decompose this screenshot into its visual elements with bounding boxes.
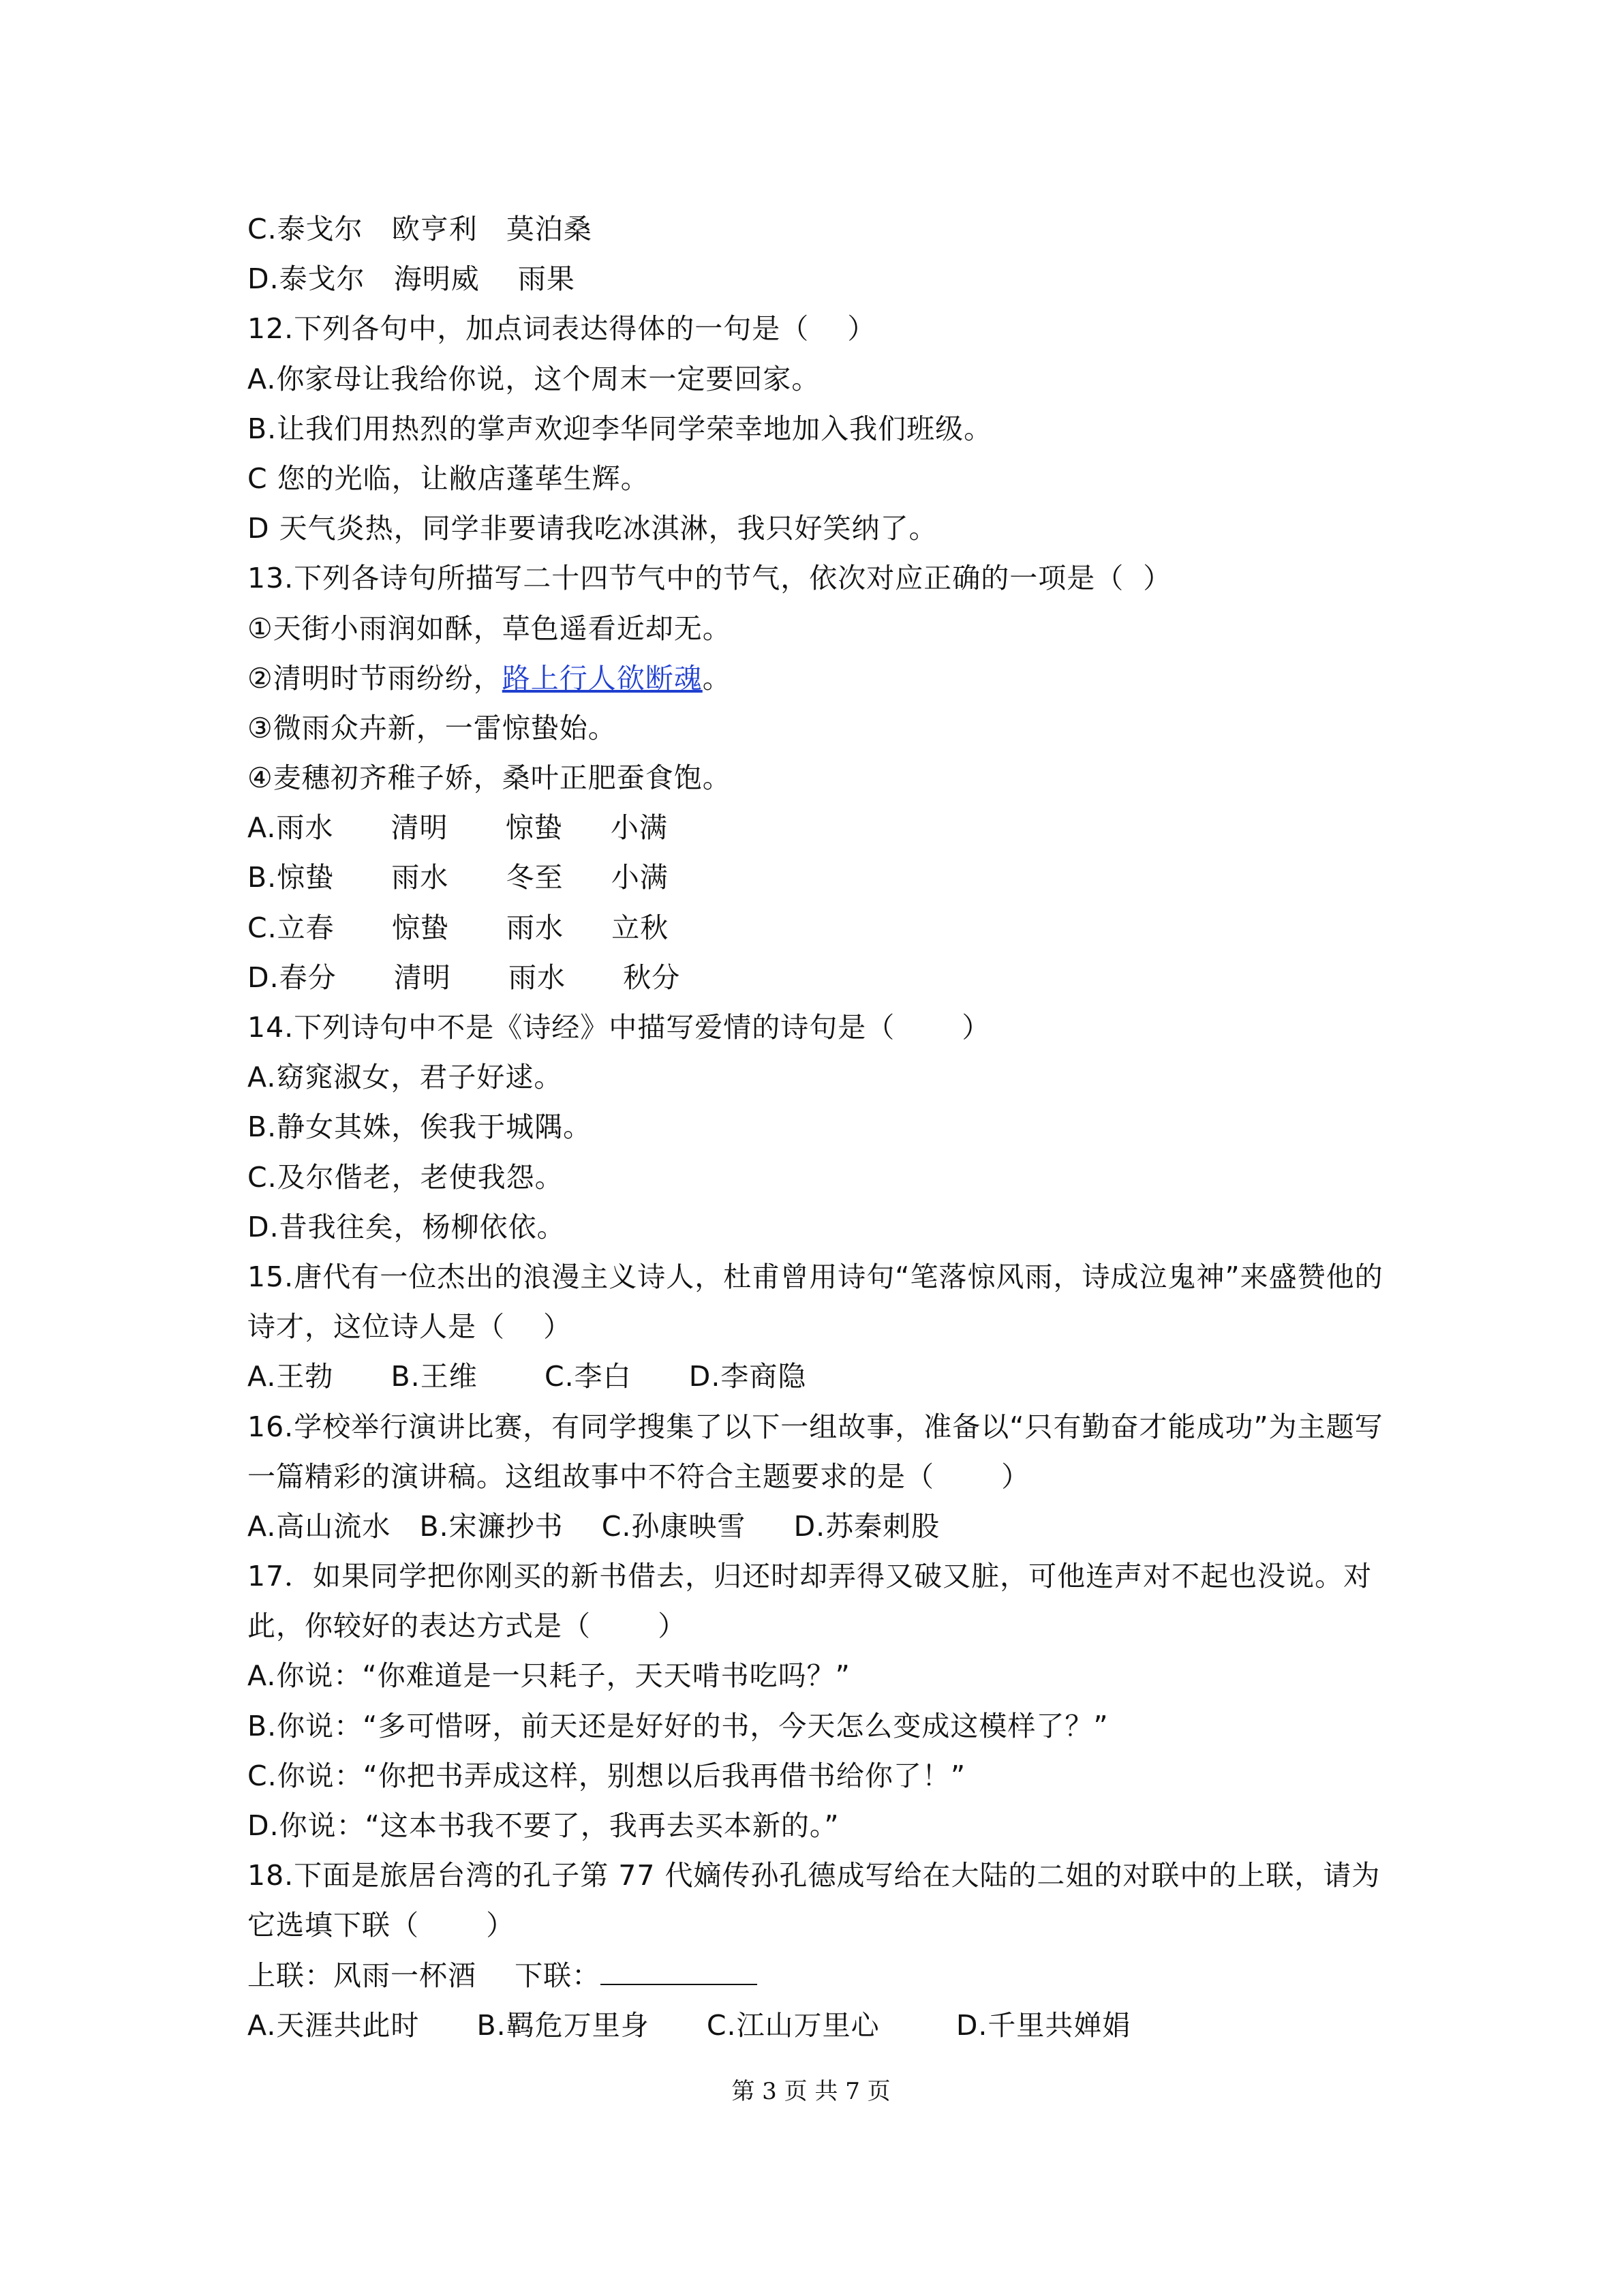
option-line: A.窈窕淑女，君子好逑。 [247, 1061, 563, 1094]
poem-link[interactable]: 路上行人欲断魂 [502, 661, 703, 695]
option-line: D.你说：“这本书我不要了，我再去买本新的。” [247, 1809, 840, 1842]
question-13: 13.下列各诗句所描写二十四节气中的节气，依次对应正确的一项是（ ） [247, 562, 1172, 595]
option-line: A.你说：“你难道是一只耗子，天天啃书吃吗？” [247, 1659, 851, 1693]
question-17: 17．如果同学把你刚买的新书借去，归还时却弄得又破又脏，可他连声对不起也没说。对 [247, 1560, 1373, 1593]
question-12: 12.下列各句中，加点词表达得体的一句是（ ） [247, 312, 876, 346]
option-line: C 您的光临，让敝店蓬荜生辉。 [247, 462, 649, 495]
option-line: B.静女其姝，俟我于城隅。 [247, 1111, 592, 1144]
poem-line: ④麦穗初齐稚子娇，桑叶正肥蚕食饱。 [247, 761, 731, 795]
question-15-cont: 诗才，这位诗人是（ ） [247, 1310, 572, 1344]
question-15: 15.唐代有一位杰出的浪漫主义诗人，杜甫曾用诗句“笔落惊风雨，诗成泣鬼神”来盛赞他的 [247, 1260, 1383, 1293]
question-14: 14.下列诗句中不是《诗经》中描写爱情的诗句是（ ） [247, 1011, 991, 1044]
couplet-line [247, 1951, 1379, 2001]
option-line: A.高山流水 B.宋濂抄书 C.孙康映雪 D.苏秦刺股 [247, 1509, 940, 1543]
poem-line [247, 654, 1379, 704]
page-footer: 第 3 页 共 7 页 [731, 2078, 891, 2105]
option-line: A.雨水 清明 惊蛰 小满 [247, 811, 668, 845]
option-line: C.你说：“你把书弄成这样，别想以后我再借书给你了！” [247, 1759, 966, 1792]
poem-line: ①天街小雨润如酥，草色遥看近却无。 [247, 611, 731, 645]
poem-punct: 。 [702, 661, 731, 695]
option-line: A.王勃 B.王维 C.李白 D.李商隐 [247, 1360, 807, 1393]
poem-text: ②清明时节雨纷纷， [247, 661, 502, 695]
question-18: 18.下面是旅居台湾的孔子第 77 代嫡传孙孔德成写给在大陆的二姐的对联中的上联，请为 [247, 1859, 1381, 1892]
option-line: D 天气炎热，同学非要请我吃冰淇淋，我只好笑纳了。 [247, 512, 938, 545]
option-line: D.泰戈尔 海明威 雨果 [247, 262, 575, 296]
option-line: C.立春 惊蛰 雨水 立秋 [247, 911, 669, 944]
option-line: B.你说：“多可惜呀，前天还是好好的书，今天怎么变成这模样了？” [247, 1709, 1109, 1742]
couplet-text: 上联：风雨一杯酒 下联： [247, 1959, 601, 1992]
question-16: 16.学校举行演讲比赛，有同学搜集了以下一组故事，准备以“只有勤奋才能成功”为主题写 [247, 1410, 1383, 1443]
option-line: B.惊蛰 雨水 冬至 小满 [247, 861, 669, 894]
option-line: B.让我们用热烈的掌声欢迎李华同学荣幸地加入我们班级。 [247, 412, 993, 445]
option-line: D.昔我往矣，杨柳依依。 [247, 1210, 566, 1243]
page-content [247, 205, 1383, 2051]
question-17-cont: 此，你较好的表达方式是（ ） [247, 1610, 687, 1643]
poem-line: ③微雨众卉新，一雷惊蛰始。 [247, 711, 617, 744]
option-line: A.你家母让我给你说，这个周末一定要回家。 [247, 362, 821, 395]
answer-blank [600, 1959, 757, 1985]
option-line: A.天涯共此时 B.羁危万里身 C.江山万里心 D.千里共婵娟 [247, 2008, 1131, 2042]
question-18-cont: 它选填下联（ ） [247, 1909, 515, 1942]
option-line: C.泰戈尔 欧亨利 莫泊桑 [247, 213, 592, 245]
option-line: C.及尔偕老，老使我怨。 [247, 1160, 564, 1194]
question-16-cont: 一篇精彩的演讲稿。这组故事中不符合主题要求的是（ ） [247, 1460, 1030, 1493]
option-line: D.春分 清明 雨水 秋分 [247, 961, 681, 994]
